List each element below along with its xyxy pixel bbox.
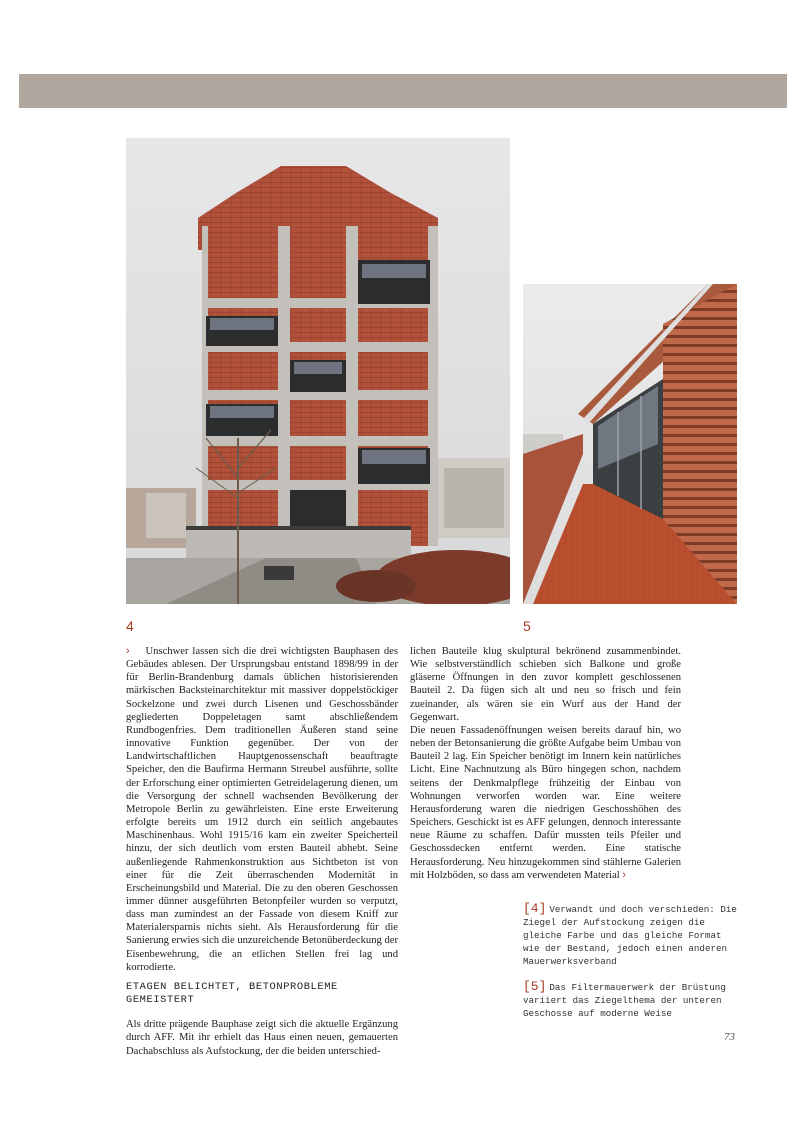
caption-text: Verwandt und doch verschieden: Die Ziegel der Aufstockung zeigen die gleiche Farbe und das gleiche Format wie der Bestand, jedoch einen anderen Mauerwerksverband — [523, 904, 737, 968]
paragraph: Als dritte prägende Bauphase zeigt sich die aktuelle Ergänzung durch AFF. Mit ihr erhielt das Haus einen neuen, gemauerten Dachabschluss als Aufstockung, der die beiden unterschied- — [126, 1019, 398, 1057]
lead-marker: › — [126, 645, 130, 657]
figure-number-4: 4 — [126, 618, 134, 634]
warehouse-illustration — [126, 138, 510, 604]
header-bar — [19, 74, 787, 108]
continue-marker: › — [622, 868, 626, 881]
terrace-illustration — [523, 284, 737, 604]
caption-4 — [523, 902, 737, 968]
caption-number: [4] — [523, 901, 547, 916]
text-column-right — [410, 645, 681, 882]
paragraph: lichen Bauteile klug skulptural bekrönend zusammenbindet. Wie selbstverständlich schieben sich Balkone und große gläserne Öffnungen in den zuvor komplett geschlossenen Bauteil 2. Da fügen sich alt und neu so frisch und fein zueinander, als wären sie ein Wurf aus der Hand der Gegenwart. — [410, 646, 681, 723]
terrace-photo — [523, 284, 737, 604]
caption-number: [5] — [523, 979, 547, 994]
figure-number-5: 5 — [523, 618, 531, 634]
warehouse-photo — [126, 138, 510, 604]
paragraph-text: Die neuen Fassadenöffnungen weisen bereits darauf hin, wo neben der Betonsanierung die größte Aufgabe beim Umbau von Bauteil 2 lag. Ein Speicher benötigt im Innern kein natürliches Licht. Eine Nachnutzung als Büro hingegen schon, nachdem seitens der Denkmalpflege frühzeitig der Einbau von Wohnungen verworfen worden war. Eine weitere Herausforderung waren die niedrigen Geschosshöhen des Speichers. Geschickt ist es AFF gelungen, dennoch interessante neue Räume zu schaffen. Dafür mussten teils Pfeiler und Geschossdecken entfernt werden. Eine statische Herausforderung. Neu hinzugekommen sind stählerne Galerien mit Holzböden, so dass am verwendeten Material — [410, 724, 681, 881]
caption-5 — [523, 980, 737, 1020]
caption-text: Das Filtermauerwerk der Brüstung variiert das Ziegelthema der unteren Geschosse auf moderne Weise — [523, 982, 726, 1020]
paragraph — [126, 645, 398, 974]
section-subheading: ETAGEN BELICHTET, BETONPROBLEME GEMEISTERT — [126, 980, 338, 1007]
page-number: 73 — [724, 1031, 735, 1043]
paragraph — [410, 724, 681, 882]
paragraph-text: Unschwer lassen sich die drei wichtigsten Bauphasen des Gebäudes ablesen. Der Ursprungsbau entstand 1898/99 in der für Berlin-Brandenburg damals üblichen historisierenden märkischen Backsteinarchitektur mit massiver doppelstöckiger Sockelzone und zwei durch Lisenen und Geschossbänder gegliederten Doppeletagen samt abschließendem Rundbogenfries. Dem traditionellen Äußeren stand seine innovative Funktion gegenüber. Der von der Landwirtschaftlichen Hauptgenossenschaft beauftragte Speicher, den die Baufirma Hermann Streubel ausführte, sollte der Erforschung einer optimierten Getreidelagerung dienen, um die Versorgung der schnell wachsenden Bevölkerung der Metropole Berlin zu gewährleisten. Eine erste Erweiterung erfolgte bereits um 1912 durch ein seitlich angebautes Maschinenhaus. Wohl 1915/16 kam ein zweiter Speicherteil hinzu, der sich deutlich vom ersten Bauteil abhebt. Seine außenliegende Rahmenkonstruktion aus Sichtbeton ist von einer für die Zeit überraschenden Modernität in Erscheinungsbild und Material. Die zu den oberen Geschossen immer dünner ausgeführten Betonpfeiler wurden so verputzt, dass man zumindest an der Fassade von diesem Kniff zur Materialersparnis nichts sieht. Als Herausforderung für die Sanierung erwies sich die unzureichende Betonüberdeckung der Eisenbewehrung, die an etlichen Stellen frei lag und korrodierte. — [126, 646, 398, 973]
text-column-left — [126, 645, 398, 1058]
